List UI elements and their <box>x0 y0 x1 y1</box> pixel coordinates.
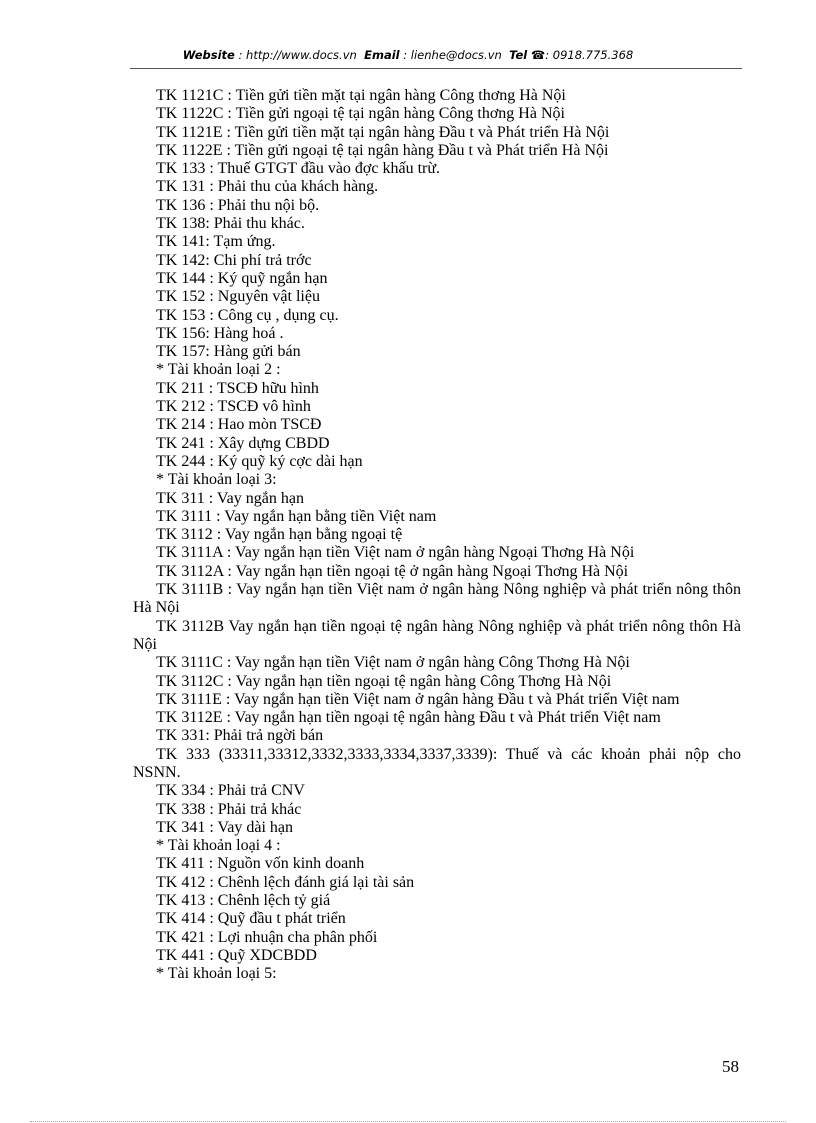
text-line: TK 412 : Chênh lệch đánh giá lại tài sản <box>156 873 415 891</box>
text-line: TK 338 : Phải trả khác <box>156 800 302 818</box>
text-line: TK 334 : Phải trả CNV <box>156 782 305 800</box>
text-line: TK 131 : Phải thu của khách hàng. <box>156 178 379 196</box>
text-line: * Tài khoản loại 3: <box>156 471 277 489</box>
text-line: TK 133 : Thuế GTGT đầu vào đợc khấu trừ. <box>156 160 441 178</box>
text-line: TK 1122C : Tiền gửi ngoại tệ tại ngân hàng Công thơng Hà Nội <box>156 105 565 123</box>
text-line: TK 331: Phải trả ngời bán <box>156 727 324 745</box>
website-value: : http://www.docs.vn <box>238 48 357 62</box>
text-line: TK 333 (33311,33312,3332,3333,3334,3337,3339): Thuế và các khoản phải nộp cho NSNN. <box>133 745 741 781</box>
text-line: TK 241 : Xây dựng CBDD <box>156 434 330 452</box>
footer-divider <box>30 1121 786 1122</box>
phone-icon: ☎ <box>530 48 546 62</box>
text-line: TK 3111 : Vay ngắn hạn bằng tiền Việt nam <box>156 507 437 525</box>
text-line: TK 141: Tạm ứng. <box>156 233 276 251</box>
page-number: 58 <box>722 1057 739 1076</box>
text-line: TK 136 : Phải thu nội bộ. <box>156 196 320 214</box>
text-line: TK 212 : TSCĐ vô hình <box>156 398 311 416</box>
text-line: TK 3111E : Vay ngắn hạn tiền Việt nam ở ngân hàng Đầu t và Phát triển Việt nam <box>156 690 680 708</box>
text-line: TK 144 : Ký quỹ ngắn hạn <box>156 269 328 287</box>
header-divider <box>130 68 742 69</box>
text-line: TK 3112A : Vay ngắn hạn tiền ngoại tệ ở ngân hàng Ngoại Thơng Hà Nội <box>156 562 629 580</box>
text-line: TK 3111C : Vay ngắn hạn tiền Việt nam ở ngân hàng Công Thơng Hà Nội <box>156 654 630 672</box>
text-line: TK 138: Phải thu khác. <box>156 215 305 233</box>
text-line: TK 157: Hàng gửi bán <box>156 343 301 361</box>
text-line: TK 3112B Vay ngắn hạn tiền ngoại tệ ngân hàng Nông nghiệp và phát triển nông thôn Hà Nội <box>133 617 741 653</box>
text-line: TK 142: Chi phí trả trớc <box>156 251 312 269</box>
text-line: TK 3112 : Vay ngắn hạn bằng ngoại tệ <box>156 526 403 544</box>
text-line: TK 3111B : Vay ngắn hạn tiền Việt nam ở ngân hàng Nông nghiệp và phát triển nông thôn Hà Nội <box>133 581 741 617</box>
text-line: TK 152 : Nguyên vật liệu <box>156 288 320 306</box>
text-line: TK 3111A : Vay ngắn hạn tiền Việt nam ở ngân hàng Ngoại Thơng Hà Nội <box>156 544 635 562</box>
text-line: TK 341 : Vay dài hạn <box>156 818 294 836</box>
website-label: Website <box>182 48 235 62</box>
text-line: TK 3112E : Vay ngắn hạn tiền ngoại tệ ngân hàng Đầu t và Phát triển Việt nam <box>156 709 661 727</box>
text-line: * Tài khoản loại 2 : <box>156 361 281 379</box>
text-line: TK 244 : Ký quỹ ký cợc dài hạn <box>156 452 363 470</box>
text-line: TK 1121C : Tiền gửi tiền mặt tại ngân hàng Công thơng Hà Nội <box>156 87 566 104</box>
text-line: * Tài khoản loại 5: <box>156 965 277 983</box>
page-header <box>0 48 816 62</box>
text-line: TK 413 : Chênh lệch tỷ giá <box>156 892 331 910</box>
text-line: TK 421 : Lợi nhuận cha phân phối <box>156 928 378 946</box>
tel-label: Tel <box>509 48 528 62</box>
text-line: TK 1121E : Tiền gửi tiền mặt tại ngân hàng Đầu t và Phát triển Hà Nội <box>156 123 610 141</box>
text-line: TK 414 : Quỹ đầu t phát triển <box>156 910 346 928</box>
text-line: TK 153 : Công cụ , dụng cụ. <box>156 306 339 324</box>
tel-value: : 0918.775.368 <box>545 48 634 62</box>
text-line: TK 214 : Hao mòn TSCĐ <box>156 416 322 434</box>
text-line: TK 441 : Quỹ XDCBDD <box>156 946 317 964</box>
email-value: : lienhe@docs.vn <box>403 48 502 62</box>
text-line: TK 156: Hàng hoá . <box>156 324 284 342</box>
text-line: TK 1122E : Tiền gửi ngoại tệ tại ngân hàng Đầu t và Phát triển Hà Nội <box>156 141 609 159</box>
text-line: TK 311 : Vay ngắn hạn <box>156 489 304 507</box>
text-line: TK 3112C : Vay ngắn hạn tiền ngoại tệ ngân hàng Công Thơng Hà Nội <box>156 672 612 690</box>
text-line: TK 411 : Nguồn vốn kinh doanh <box>156 855 365 873</box>
text-line: TK 211 : TSCĐ hữu hình <box>156 379 319 397</box>
document-body <box>133 87 741 984</box>
text-line: * Tài khoản loại 4 : <box>156 837 281 855</box>
email-label: Email <box>364 48 400 62</box>
